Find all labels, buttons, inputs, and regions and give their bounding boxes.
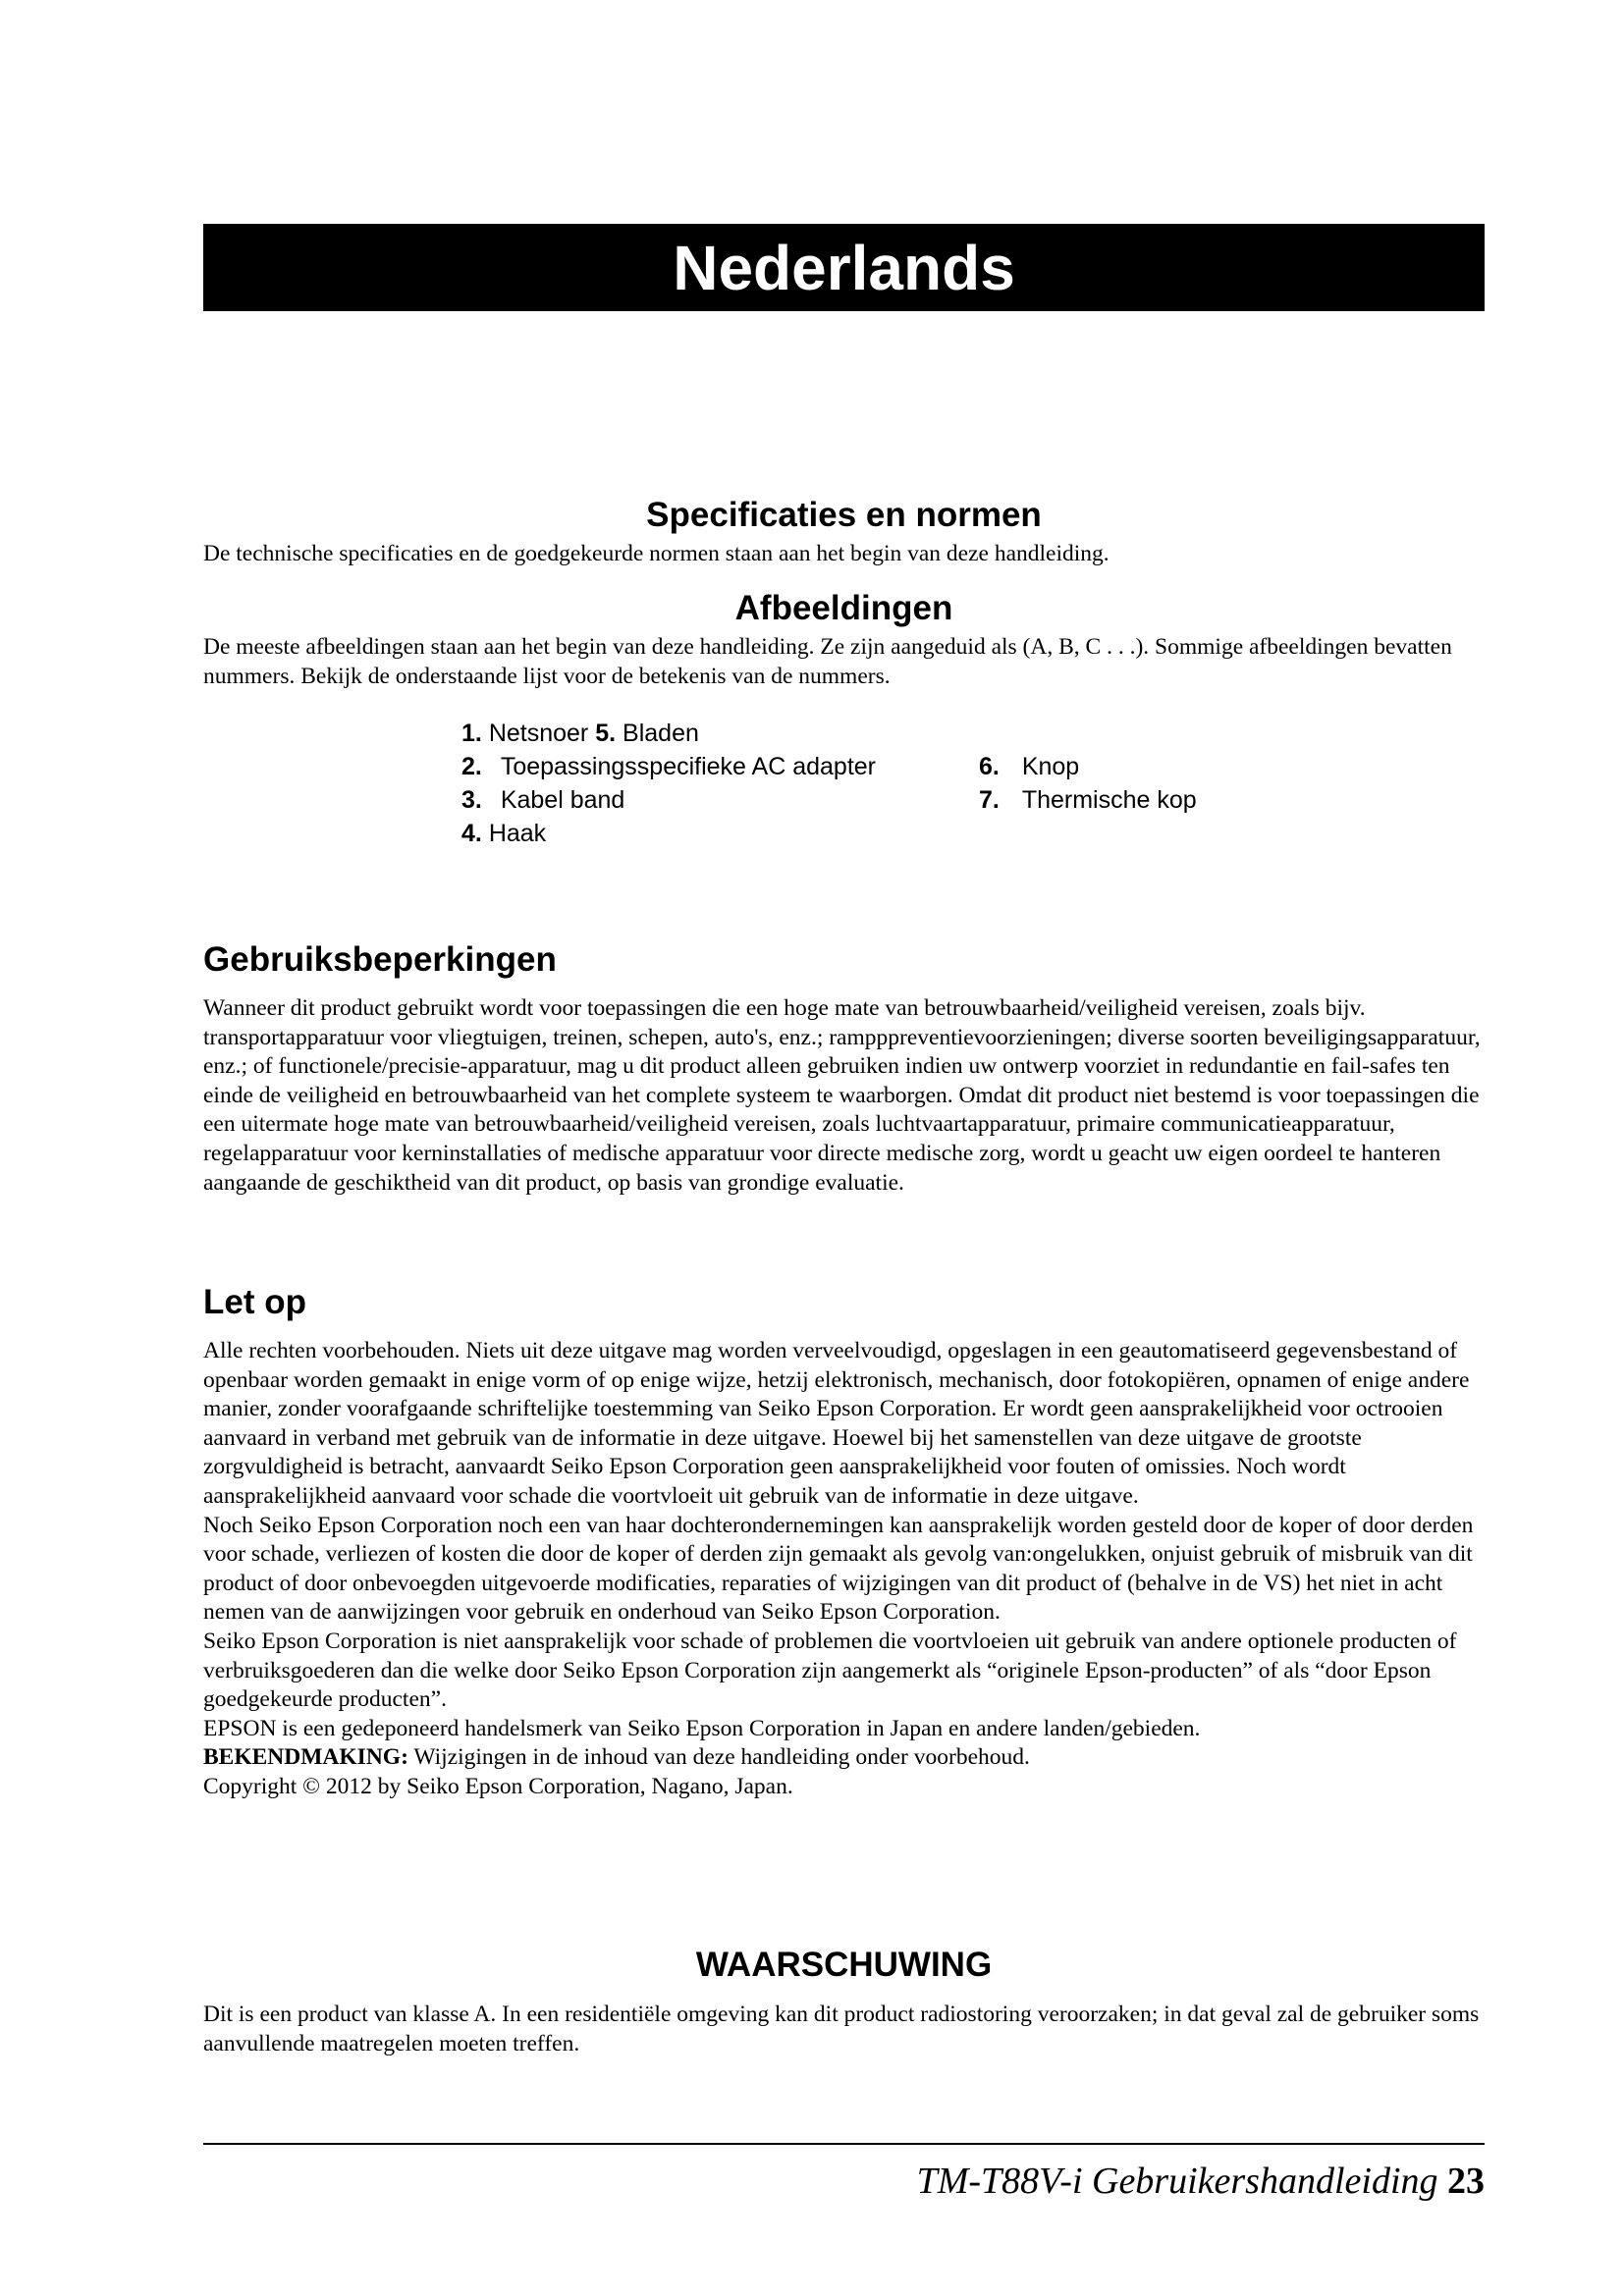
figures-text <box>203 633 1485 691</box>
list-label: Toepassingsspecifieke AC adapter <box>500 753 876 780</box>
specs-paragraph: De technische specificaties en de goedgekeurde normen staan aan het begin van deze handleiding. <box>203 541 1110 566</box>
list-item <box>461 750 1345 783</box>
notice-heading: Let op <box>203 1283 306 1321</box>
list-number: 5. <box>595 720 617 747</box>
language-title: Nederlands <box>673 232 1015 303</box>
list-item <box>461 817 1345 850</box>
warning-heading: WAARSCHUWING <box>695 1946 993 1984</box>
notice-paragraph-1: Alle rechten voorbehouden. Niets uit deze uitgave mag worden verveelvoudigd, opgeslagen in een geautomatiseerd gegevensbestand of openbaar worden gemaakt in enige vorm of op enige wijze, hetzij elektronisch, mechanisch, door fotokopiëren, opnamen of enige andere manier, zonder voorafgaande schriftelijke toestemming van Seiko Epson Corporation. Er wordt geen aansprakelijkheid voor octrooien aanvaard in verband met gebruik van de informatie in deze uitgave. Hoewel bij het samenstellen van deze uitgave de grootste zorgvuldigheid is betracht, aanvaardt Seiko Epson Corporation geen aansprakelijkheid voor fouten of omissies. Noch wordt aansprakelijkheid aanvaard voor schade die voortvloeit uit gebruik van de informatie in deze uitgave. <box>203 1338 1470 1509</box>
list-number: 1. <box>461 720 482 747</box>
list-label: Knop <box>1021 753 1080 780</box>
list-number: 3. <box>461 786 482 814</box>
list-item-col2 <box>979 750 1079 783</box>
notice-paragraph-2: Noch Seiko Epson Corporation noch een van haar dochterondernemingen kan aansprakelijk worden gesteld door de koper of door derden voor schade, verliezen of kosten die door de koper of derden zijn gemaakt als gevolg van:ongelukken, onjuist gebruik of misbruik van dit product of door onbevoegden uitgevoerde modificaties, reparaties of wijzigingen van dit product of (behalve in de VS) het niet in acht nemen van de aanwijzingen voor gebruik en onderhoud van Seiko Epson Corporation. <box>203 1512 1474 1626</box>
list-number: 7. <box>979 786 1000 814</box>
notice-paragraph-5 <box>203 1743 1485 1773</box>
notice-announcement-text: Wijzigingen in de inhoud van deze handleiding onder voorbehoud. <box>407 1744 1030 1771</box>
footer-manual-title: TM-T88V-i Gebruikershandleiding <box>916 2161 1438 2202</box>
footer-divider <box>203 2143 1485 2145</box>
specs-text <box>203 540 1485 569</box>
notice-paragraph-6: Copyright © 2012 by Seiko Epson Corporation, Nagano, Japan. <box>203 1773 793 1799</box>
restrictions-text <box>203 994 1485 1198</box>
list-label: Bladen <box>623 720 699 747</box>
list-item <box>461 717 1345 750</box>
list-label: Kabel band <box>500 786 625 814</box>
list-number: 2. <box>461 753 482 780</box>
page-number: 23 <box>1447 2161 1485 2202</box>
figures-heading: Afbeeldingen <box>734 589 953 627</box>
notice-announcement-label: BEKENDMAKING: <box>203 1744 408 1771</box>
list-label: Haak <box>488 820 547 847</box>
warning-text <box>203 2001 1485 2058</box>
list-label: Thermische kop <box>1021 786 1197 814</box>
list-label: Netsnoer <box>488 720 589 747</box>
page-footer <box>203 2160 1485 2203</box>
list-item <box>461 783 1345 817</box>
warning-paragraph: Dit is een product van klasse A. In een residentiële omgeving kan dit product radiostoring veroorzaken; in dat geval zal de gebruiker soms aanvullende maatregelen moeten treffen. <box>203 2002 1480 2056</box>
notice-paragraph-3: Seiko Epson Corporation is niet aansprakelijk voor schade of problemen die voortvloeien uit gebruik van andere optionele producten of verbruiksgoederen dan die welke door Seiko Epson Corporation zijn aangemerkt als “originele Epson-producten” of als “door Epson goedgekeurde producten”. <box>203 1628 1457 1713</box>
figure-number-list <box>461 717 1345 850</box>
figures-paragraph: De meeste afbeeldingen staan aan het begin van deze handleiding. Ze zijn aangeduid als (A, B, C . . .). Sommige afbeeldingen bevatten nummers. Bekijk de onderstaande lijst voor de betekenis van de nummers. <box>203 634 1452 689</box>
language-banner <box>203 224 1485 311</box>
list-number: 4. <box>461 820 482 847</box>
list-number: 6. <box>979 753 1000 780</box>
specs-heading: Specificaties en normen <box>646 496 1042 534</box>
notice-paragraph-4: EPSON is een gedeponeerd handelsmerk van Seiko Epson Corporation in Japan en andere landen/gebieden. <box>203 1715 1201 1741</box>
restrictions-heading: Gebruiksbeperkingen <box>203 940 557 979</box>
list-item-col2 <box>979 783 1197 817</box>
notice-text <box>203 1337 1485 1802</box>
restrictions-paragraph: Wanneer dit product gebruikt wordt voor toepassingen die een hoge mate van betrouwbaarheid/veiligheid vereisen, zoals bijv. transportapparatuur voor vliegtuigen, treinen, schepen, auto's, enz.; rampppreventievoorzieningen; diverse soorten beveiligingsapparatuur, enz.; of functionele/precisie-apparatuur, mag u dit product alleen gebruiken indien uw ontwerp voorziet in redundantie en fail-safes ten einde de veiligheid en betrouwbaarheid van het complete systeem te waarborgen. Omdat dit product niet bestemd is voor toepassingen die een uitermate hoge mate van betrouwbaarheid/veiligheid vereisen, zoals luchtvaartapparatuur, primaire communicatieapparatuur, regelapparatuur voor kerninstallaties of medische apparatuur voor directe medische zorg, wordt u geacht uw eigen oordeel te hanteren aangaande de geschiktheid van dit product, op basis van grondige evaluatie. <box>203 995 1481 1196</box>
